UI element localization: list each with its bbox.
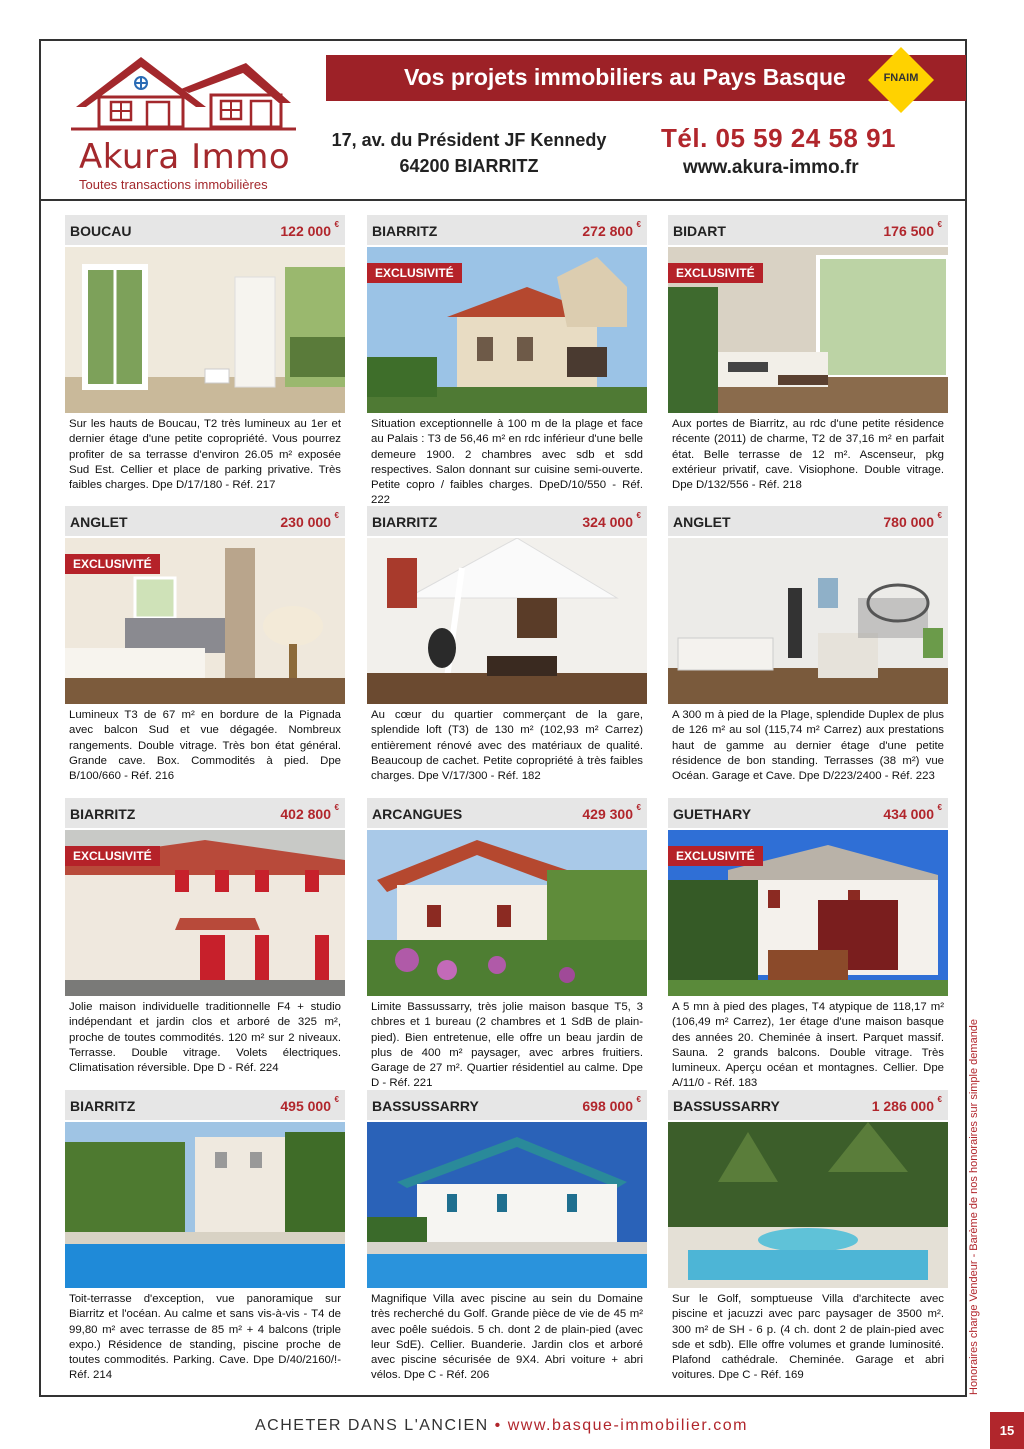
listing-card[interactable] [65, 215, 345, 503]
listing-description: Magnifique Villa avec piscine au sein du Domaine très recherché du Golf. Grande pièce de vie de 45 m² avec poêle suédois. 5 ch. dont 2 de plain-pied (avec leur SdE). Cellier. Buanderie. Jardin clos et arboré avec piscine sécurisée de 9X4. Abri voiture + abri vélos. Dpe C - Réf. 206 [371, 1293, 643, 1382]
listing-price: 495 000 [280, 1098, 331, 1114]
header-banner [326, 55, 966, 101]
listing-city: GUETHARY [673, 806, 752, 822]
euro-sign: € [334, 511, 339, 520]
listing-card[interactable] [65, 798, 345, 1086]
exclusivity-badge: EXCLUSIVITÉ [65, 554, 160, 574]
agency-website[interactable]: www.akura-immo.fr [683, 157, 859, 178]
listing-price: 324 000 [582, 514, 633, 530]
listing-description: Situation exceptionnelle à 100 m de la plage et face au Palais : T3 de 56,46 m² en rdc inférieur d'une belle demeure 1900. 2 chambres avec sdb et sdd respectives. Salon donnant sur cuisine semi-ouverte. Petite copro / faibles charges. DpeD/10/550 - Réf. 222 [371, 418, 643, 507]
exclusivity-badge: EXCLUSIVITÉ [367, 263, 462, 283]
agency-logo[interactable] [61, 49, 301, 192]
listing-price: 698 000 [582, 1098, 633, 1114]
listing-description: Lumineux T3 de 67 m² en bordure de la Pignada avec balcon Sud et vue dégagée. Nombreux rangements. Double vitrage. Très bon état général. Grande cave. Box. Commodités à pied. Dpe B/100/660 - Réf. 216 [69, 709, 341, 783]
listing-photo[interactable] [65, 247, 345, 413]
listing-description: Au cœur du quartier commerçant de la gare, splendide loft (T3) de 130 m² (102,93 m² Carrez) entièrement rénové avec des matériaux de qualité. Beaucoup de cachet. Petite copropriété à très faibles charges. Dpe V/17/300 - Réf. 182 [371, 709, 643, 783]
listing-header [367, 798, 647, 828]
listing-header [668, 506, 948, 536]
pool-residence-photo-icon [65, 1122, 345, 1288]
agency-header [41, 41, 965, 201]
listing-header [367, 215, 647, 245]
listing-card[interactable] [367, 215, 647, 507]
listing-photo[interactable] [668, 830, 948, 996]
listing-city: BOUCAU [70, 223, 132, 239]
listing-price: 272 800 [582, 223, 633, 239]
basque-house-garden-photo-icon [367, 830, 647, 996]
euro-sign: € [937, 511, 942, 520]
listing-photo[interactable] [367, 830, 647, 996]
agency-address [329, 127, 609, 179]
euro-sign: € [636, 511, 641, 520]
address-line-2: 64200 BIARRITZ [399, 156, 539, 176]
loft-photo-icon [367, 538, 647, 704]
listing-photo[interactable] [668, 247, 948, 413]
listing-header [668, 798, 948, 828]
listing-city: BIARRITZ [372, 514, 438, 530]
listing-photo[interactable] [65, 538, 345, 704]
listing-price: 429 300 [582, 806, 633, 822]
listing-card[interactable] [367, 506, 647, 794]
listing-header [668, 215, 948, 245]
page-footer [255, 1417, 748, 1435]
euro-sign: € [334, 1095, 339, 1104]
address-line-1: 17, av. du Président JF Kennedy [331, 130, 607, 150]
listing-price: 402 800 [280, 806, 331, 822]
listing-header [668, 1090, 948, 1120]
listing-card[interactable] [668, 1090, 948, 1382]
euro-sign: € [937, 220, 942, 229]
page-number: 15 [990, 1412, 1024, 1449]
listing-description: Aux portes de Biarritz, au rdc d'une petite résidence récente (2011) de charme, T2 de 37,16 m² en parfait état. Belle terrasse de 12 m². Ascenseur, pkg extérieur privatif, cave. Visiophone. Double vitrage. Dpe D/132/556 - Réf. 218 [672, 418, 944, 492]
listing-city: ARCANGUES [372, 806, 463, 822]
logo-name: Akura Immo [79, 137, 291, 177]
listing-description: A 5 mn à pied des plages, T4 atypique de 118,17 m² (106,49 m² Carrez), 1er étage d'une maison basque des années 20. Cheminée à insert. Parquet massif. Sauna. 2 grands balcons. Double vitrage. Très lumineux. Aperçu océan et montagnes. Cellier. Dpe A/11/0 - Réf. 183 [672, 1001, 944, 1090]
logo-tagline: Toutes transactions immobilières [79, 177, 268, 192]
euro-sign: € [636, 803, 641, 812]
listing-city: BIARRITZ [70, 806, 136, 822]
listing-description: Jolie maison individuelle traditionnelle F4 + studio indépendant et jardin clos et arboré de 325 m², proche de toutes commodités. 120 m² sur 2 niveaux. Terrasse. Double vitrage. Volets électriques. Climatisation réversible. Dpe D - Réf. 224 [69, 1001, 341, 1075]
listing-header [65, 1090, 345, 1120]
listing-city: ANGLET [673, 514, 731, 530]
exclusivity-badge: EXCLUSIVITÉ [668, 263, 763, 283]
listing-photo[interactable] [367, 538, 647, 704]
listing-card[interactable] [668, 506, 948, 794]
listing-photo[interactable] [367, 247, 647, 413]
listing-description: Sur les hauts de Boucau, T2 très lumineux au 1er et dernier étage d'une petite copropriété. Vous pourrez profiter de sa terrasse d'environ 26.05 m² exposée Sud Est. Cellier et place de parking privative. Très faibles charges. Dpe D/17/180 - Réf. 217 [69, 418, 341, 492]
fnaim-label: FNAIM [883, 72, 919, 84]
listing-price: 780 000 [883, 514, 934, 530]
listing-city: BIARRITZ [70, 1098, 136, 1114]
euro-sign: € [334, 803, 339, 812]
euro-sign: € [334, 220, 339, 229]
euro-sign: € [636, 1095, 641, 1104]
listing-header [65, 215, 345, 245]
listing-header [65, 506, 345, 536]
listing-photo[interactable] [668, 1122, 948, 1288]
listing-price: 122 000 [280, 223, 331, 239]
listing-city: BIDART [673, 223, 726, 239]
listing-price: 434 000 [883, 806, 934, 822]
apartment-interior-photo-icon [65, 247, 345, 413]
listing-header [65, 798, 345, 828]
listing-description: Toit-terrasse d'exception, vue panoramique sur Biarritz et l'océan. Au calme et sans vis-à-vis - T4 de 99,80 m² avec terrasse de 85 m² + 4 balcons (triple expo.) Résidence de standing, piscine proche de toutes commodités. Parking. Cave. Dpe D/40/2160/!- Réf. 214 [69, 1293, 341, 1382]
listing-card[interactable] [367, 798, 647, 1090]
footer-separator: • [494, 1417, 502, 1434]
fees-side-note: Honoraires charge Vendeur - Barème de nos honoraires sur simple demande [968, 1018, 980, 1395]
pool-jacuzzi-photo-icon [668, 1122, 948, 1288]
euro-sign: € [636, 220, 641, 229]
listing-city: BASSUSSARRY [673, 1098, 780, 1114]
listing-city: BASSUSSARRY [372, 1098, 479, 1114]
page-frame [39, 39, 967, 1397]
listing-photo[interactable] [65, 1122, 345, 1288]
listing-price: 176 500 [883, 223, 934, 239]
listing-description: Limite Bassussarry, très jolie maison basque T5, 3 chbres et 1 bureau (2 chambres et 1 SdB de plain-pied). Bien entretenue, elle offre un beau jardin de plus de 400 m² paysager, avec arbres fruitiers. Garage de 27 m². Quartier résidentiel au calme. Dpe D - Réf. 221 [371, 1001, 643, 1090]
exclusivity-badge: EXCLUSIVITÉ [668, 846, 763, 866]
duplex-living-photo-icon [668, 538, 948, 704]
footer-slogan: ACHETER DANS L'ANCIEN [255, 1417, 489, 1434]
euro-sign: € [937, 1095, 942, 1104]
house-logo-icon [71, 49, 301, 139]
banner-title: Vos projets immobiliers au Pays Basque [404, 64, 846, 90]
listing-header [367, 1090, 647, 1120]
listing-card[interactable] [65, 1090, 345, 1382]
euro-sign: € [937, 803, 942, 812]
footer-website[interactable]: www.basque-immobilier.com [507, 1417, 748, 1434]
exclusivity-badge: EXCLUSIVITÉ [65, 846, 160, 866]
listing-city: ANGLET [70, 514, 128, 530]
listing-city: BIARRITZ [372, 223, 438, 239]
listing-price: 1 286 000 [871, 1098, 934, 1114]
listing-description: A 300 m à pied de la Plage, splendide Duplex de plus de 126 m² au sol (115,74 m² Carrez) aux prestations haut de gamme au dernier étage d'une petite résidence de bon standing. Terrasses (38 m²) vue Océan. Garage et Cave. Dpe D/223/2400 - Réf. 223 [672, 709, 944, 783]
listing-description: Sur le Golf, somptueuse Villa d'architecte avec piscine et jacuzzi avec parc paysager de 3500 m². 300 m² de SH - 6 p. (4 ch. dont 2 de plain-pied avec sde et sdb). Elle offre volumes et grande luminosité. Plafond cathédrale. Cheminée. Garage et abri voitures. Dpe C - Réf. 169 [672, 1293, 944, 1382]
listing-price: 230 000 [280, 514, 331, 530]
listing-photo[interactable] [65, 830, 345, 996]
listing-card[interactable] [668, 798, 948, 1090]
listing-header [367, 506, 647, 536]
listing-photo[interactable] [367, 1122, 647, 1288]
listing-card[interactable] [65, 506, 345, 794]
villa-pool-photo-icon [367, 1122, 647, 1288]
listing-card[interactable] [668, 215, 948, 503]
agency-phone[interactable]: Tél. 05 59 24 58 91 [661, 123, 897, 153]
fnaim-badge[interactable] [866, 45, 936, 115]
listing-photo[interactable] [668, 538, 948, 704]
listing-card[interactable] [367, 1090, 647, 1382]
